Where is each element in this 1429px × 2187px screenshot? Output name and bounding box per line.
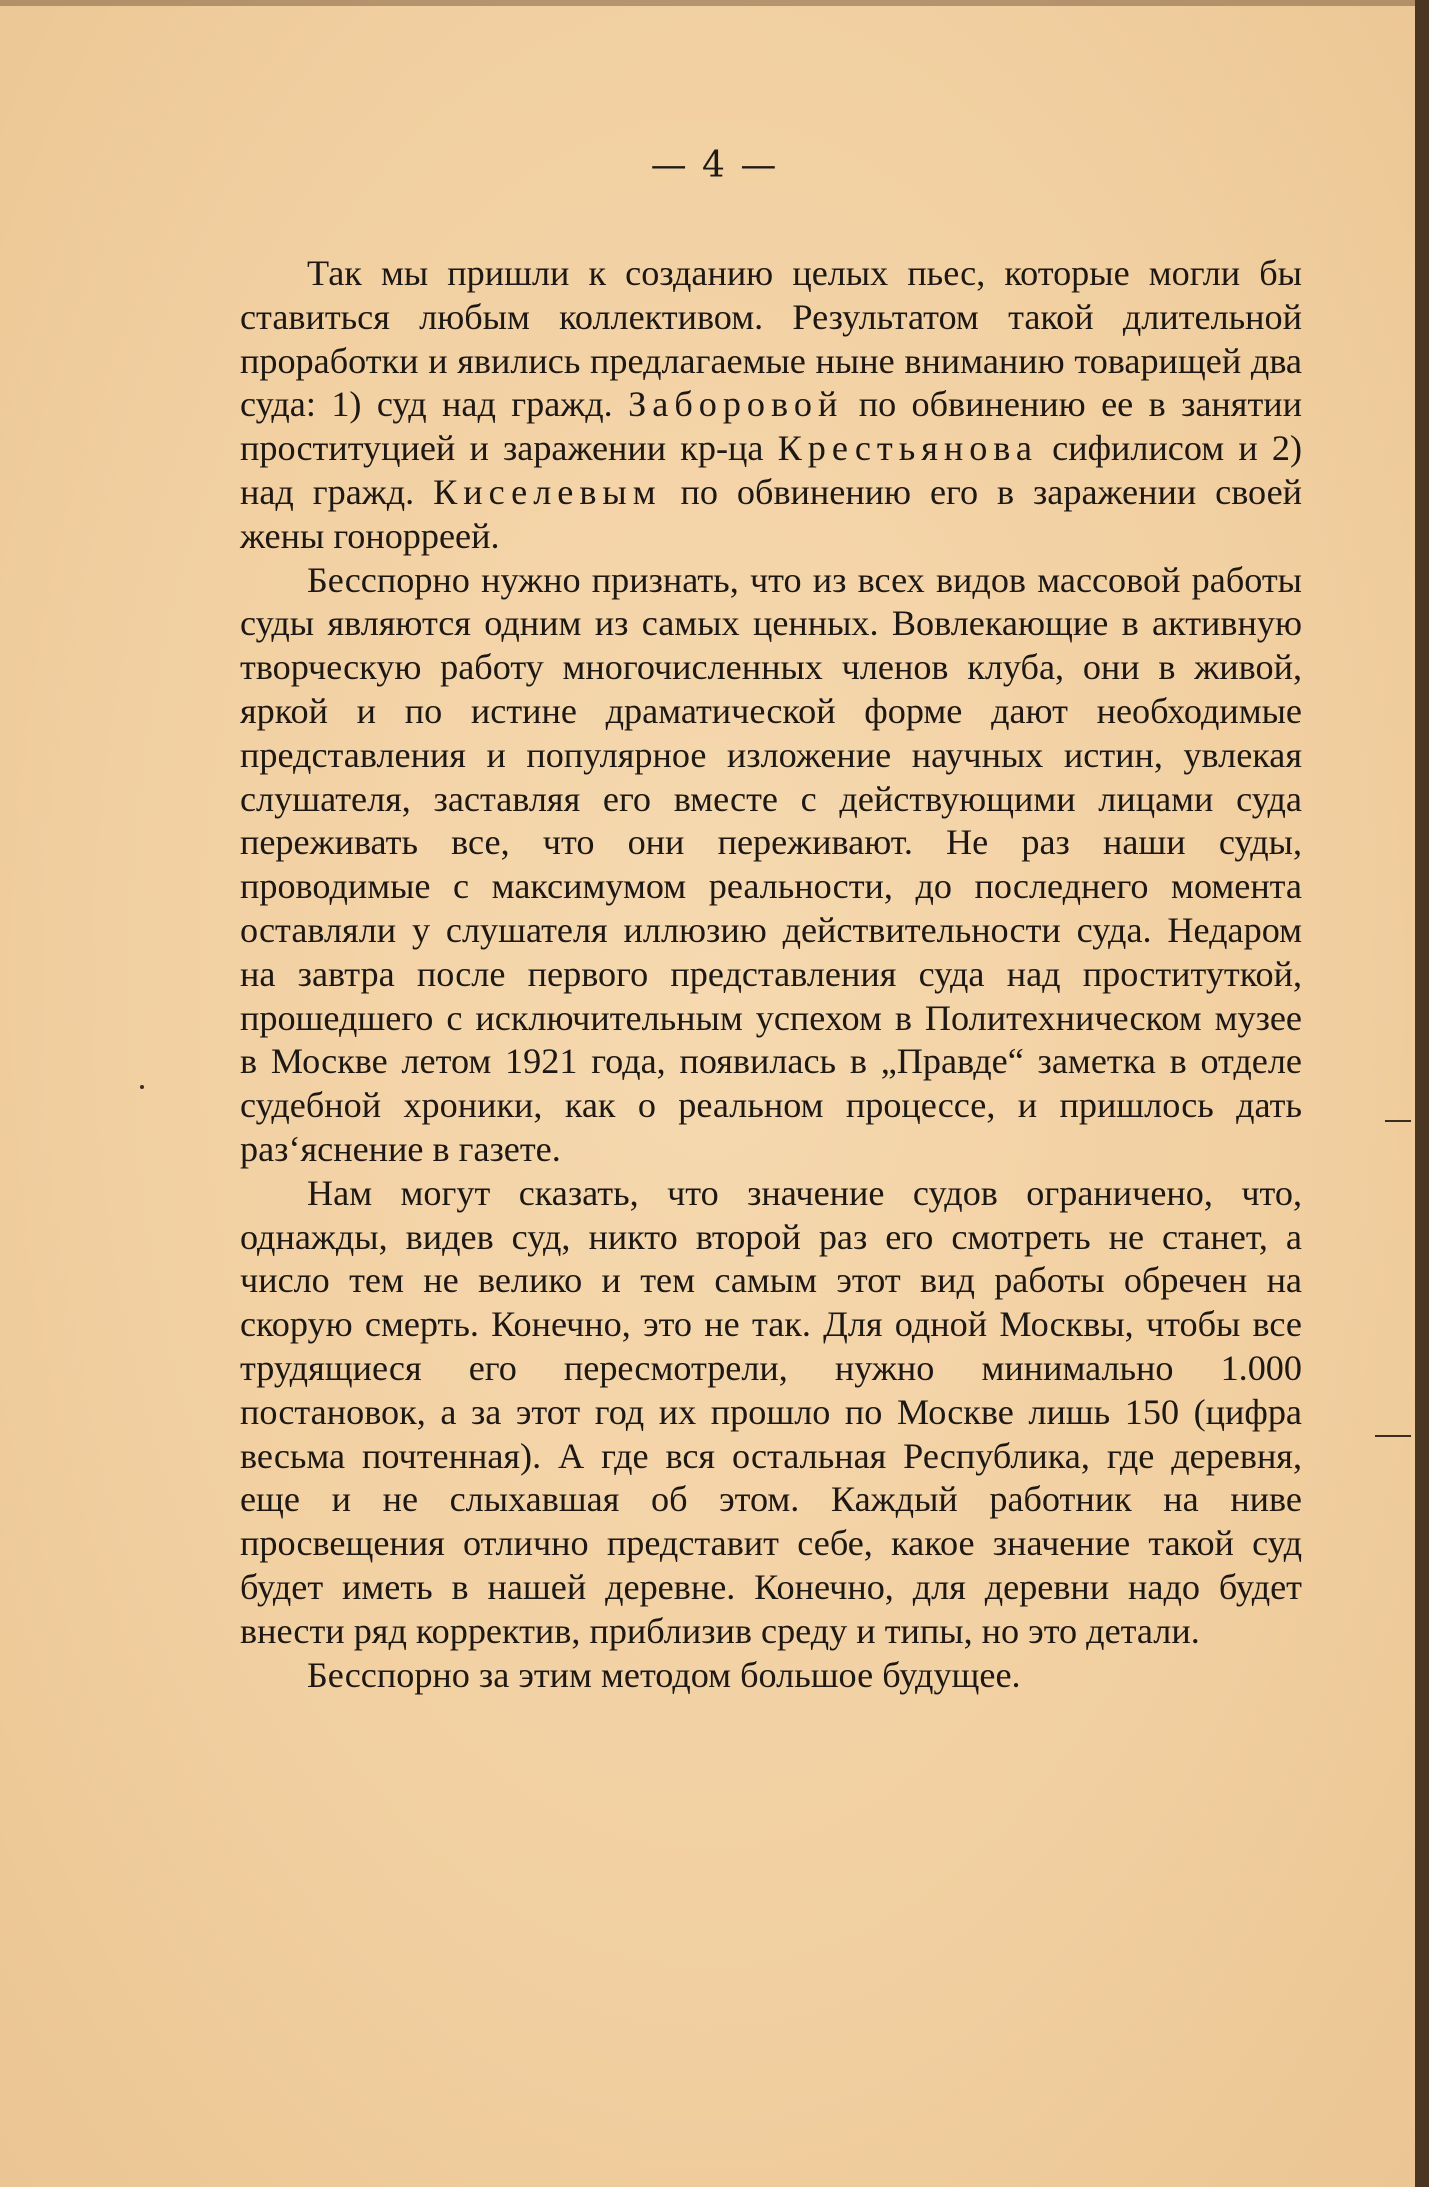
paragraph-3: Нам могут сказать, что значение судов ограничено, что, однажды, видев суд, никто второй раз его смотреть не станет, а число тем не велико и тем самым этот вид работы обречен на скорую смерть. Конечно, это не так. Для одной Москвы, чтобы все трудящиеся его пересмотрели, нужно минимально 1.000 постановок, а за этот год их прошло по Москве лишь 150 (цифра весьма почтенная). А где вся остальная Республика, где деревня, еще и не слыхавшая об этом. Каждый работник на ниве просвещения отлично представит себе, какое значение такой суд будет иметь в нашей деревне. Конечно, для деревни надо будет внести ряд корректив, приблизив среду и типы, но это детали. xyxy=(240,1172,1302,1651)
top-edge-shadow xyxy=(0,0,1415,6)
name-krestyanov: Крестьянова xyxy=(777,428,1038,469)
margin-tick-2 xyxy=(1375,1435,1411,1437)
body-text xyxy=(240,252,1302,1697)
name-zaborova: Заборовой xyxy=(628,384,844,425)
margin-tick-1 xyxy=(1385,1120,1411,1122)
paragraph-1-part-2: по обвинению ее в занятии проституцией и заражении кр-ца xyxy=(240,384,1302,469)
paragraph-1-part-1: Так мы пришли к созданию целых пьес, которые могли бы ставиться любым коллективом. Результатом такой длительной проработки и явились предлагаемые ныне вниманию товарищей два суда: 1) суд над гражд. xyxy=(240,253,1302,425)
paragraph-1-part-3: сифилисом и 2) над гражд. xyxy=(240,428,1302,512)
page-number: — 4 — xyxy=(650,145,779,186)
paragraph-4: Бесспорно за этим методом большое будущее. xyxy=(307,1654,1021,1695)
margin-dot xyxy=(140,1085,144,1089)
paragraph-1 xyxy=(240,252,1302,559)
name-kiselev: Киселевым xyxy=(433,471,662,512)
paragraph-1-part-4: по обвинению его в заражении своей жены гонорреей. xyxy=(240,471,1302,556)
page-binding-edge xyxy=(1415,0,1429,2187)
paragraph-2: Бесспорно нужно признать, что из всех видов массовой работы суды являются одним из самых ценных. Вовлекающие в активную творческую работу многочисленных членов клуба, они в живой, яркой и по истине драматической форме дают необходимые представления и популярное изложение научных истин, увлекая слушателя, заставляя его вместе с действующими лицами суда переживать все, что они переживают. Не раз наши суды, проводимые с максимумом реальности, до последнего момента оставляли у слушателя иллюзию действительности суда. Недаром на завтра после первого представления суда над проституткой, прошедшего с исключительным успехом в Политехническом музее в Москве летом 1921 года, появилась в „Правде“ заметка в отделе судебной хроники, как о реальном процессе, и пришлось дать раз‘яснение в газете. xyxy=(240,559,1302,1169)
